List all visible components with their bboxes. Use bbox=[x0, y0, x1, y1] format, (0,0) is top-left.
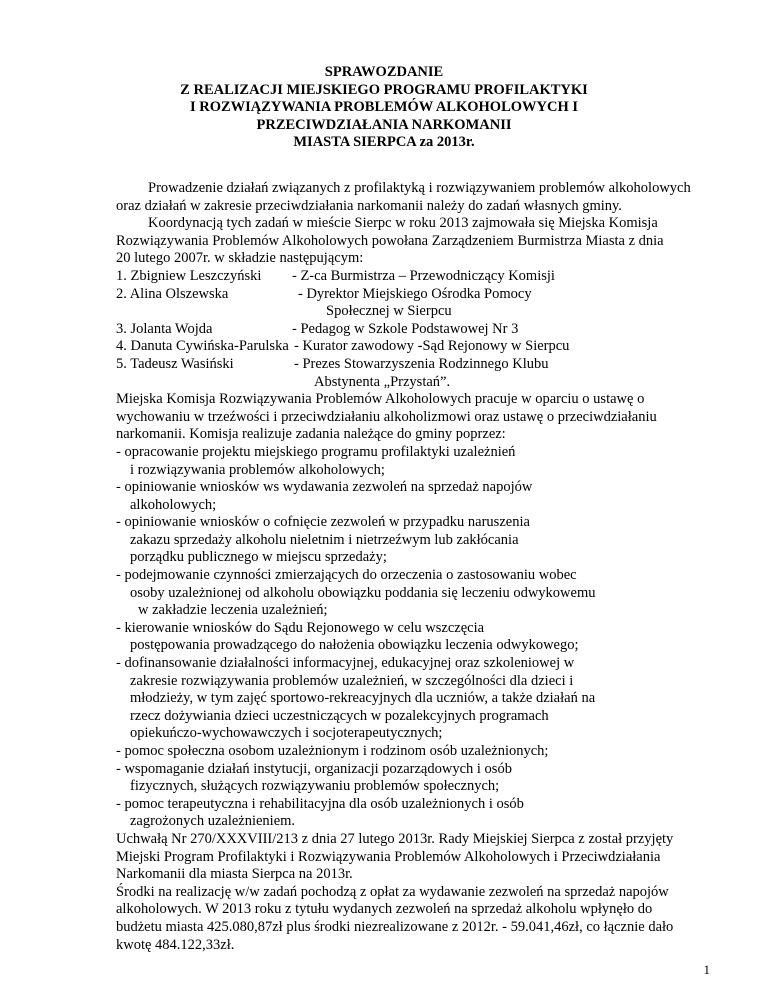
task-line: alkoholowych; bbox=[130, 496, 217, 513]
intro-line: oraz działań w zakresie przeciwdziałania narkomanii należy do zadań własnych gminy. bbox=[116, 197, 622, 214]
member-name: 4. Danuta Cywińska-Parulska bbox=[116, 338, 289, 355]
member-role: - Prezes Stowarzyszenia Rodzinnego Klubu bbox=[294, 355, 549, 372]
task-line: w zakładzie leczenia uzależnień; bbox=[138, 602, 328, 619]
intro-line: Prowadzenie działań związanych z profilaktyką i rozwiązywaniem problemów alkoholowych bbox=[148, 180, 691, 196]
member-name: 5. Tadeusz Wasiński bbox=[116, 355, 234, 372]
paragraph-line: Narkomanii dla miasta Sierpca na 2013r. bbox=[116, 866, 353, 883]
task-line: opiekuńczo-wychowawczych i socjoterapeutycznych; bbox=[130, 725, 443, 742]
task-line: postępowania prowadzącego do nałożenia obowiązku leczenia odwykowego; bbox=[130, 637, 579, 654]
task-line: - opiniowanie wniosków ws wydawania zezwoleń na sprzedaż napojów bbox=[116, 479, 533, 496]
member-row bbox=[116, 321, 706, 339]
task-line: fizycznych, służących rozwiązywaniu problemów społecznych; bbox=[130, 778, 500, 795]
member-row bbox=[116, 338, 706, 356]
task-line: - opiniowanie wniosków o cofnięcie zezwoleń w przypadku naruszenia bbox=[116, 514, 530, 531]
task-line: - dofinansowanie działalności informacyjnej, edukacyjnej oraz szkoleniowej w bbox=[116, 655, 575, 672]
paragraph-line: kwotę 484.122,33zł. bbox=[116, 936, 235, 953]
task-line: porządku publicznego w miejscu sprzedaży; bbox=[130, 549, 387, 566]
member-role: - Z-ca Burmistrza – Przewodniczący Komisji bbox=[292, 267, 555, 284]
task-line: - kierowanie wniosków do Sądu Rejonowego w celu wszczęcia bbox=[116, 619, 485, 636]
member-role: - Kurator zawodowy -Sąd Rejonowy w Sierpcu bbox=[294, 338, 570, 355]
member-name: 1. Zbigniew Leszczyński bbox=[116, 267, 262, 284]
paragraph-line: Środki na realizację w/w zadań pochodzą z opłat za wydawanie zezwoleń na sprzedaż napojów bbox=[116, 883, 669, 900]
task-line: zakresie rozwiązywania problemów uzależnień, w szczególności dla dzieci i bbox=[130, 672, 574, 689]
task-line: i rozwiązywania problemów alkoholowych; bbox=[130, 461, 385, 478]
task-line: zagrożonych uzależnieniem. bbox=[130, 813, 296, 830]
member-role: - Pedagog w Szkole Podstawowej Nr 3 bbox=[292, 320, 519, 337]
task-line: zakazu sprzedaży alkoholu nieletnim i nietrzeźwym lub zakłócania bbox=[130, 531, 519, 548]
task-line: młodzieży, w tym zajęć sportowo-rekreacyjnych dla uczniów, a także działań na bbox=[130, 690, 596, 707]
member-role-cont: Abstynenta „Przystań”. bbox=[314, 373, 451, 390]
title-line: PRZECIWDZIAŁANIA NARKOMANII bbox=[256, 116, 512, 133]
member-row bbox=[116, 286, 706, 304]
page-number: 1 bbox=[703, 962, 710, 977]
member-role-cont: Społecznej w Sierpcu bbox=[326, 303, 452, 320]
paragraph-line: wychowaniu w trzeźwości i przeciwdziałaniu alkoholizmowi oraz ustawę o przeciwdziałaniu bbox=[116, 408, 657, 425]
member-name: 3. Jolanta Wojda bbox=[116, 320, 213, 337]
paragraph-line: budżetu miasta 425.080,87zł plus środki niezrealizowane z 2012r. - 59.041,46zł, co łącznie dało bbox=[116, 918, 674, 935]
paragraph-line: Miejska Komisja Rozwiązywania Problemów Alkoholowych pracuje w oparciu o ustawę o bbox=[116, 391, 645, 408]
report-body bbox=[116, 180, 706, 954]
member-row bbox=[116, 356, 706, 374]
intro-line: 20 lutego 2007r. w składzie następującym: bbox=[116, 250, 364, 267]
title-line: Z REALIZACJI MIEJSKIEGO PROGRAMU PROFILAKTYKI bbox=[180, 81, 588, 98]
intro-line: Koordynacją tych zadań w mieście Sierpc w roku 2013 zajmowała się Miejska Komisja bbox=[148, 215, 658, 232]
title-line: I ROZWIĄZYWANIA PROBLEMÓW ALKOHOLOWYCH I bbox=[189, 99, 579, 116]
paragraph-line: narkomanii. Komisja realizuje zadania należące do gminy poprzez: bbox=[116, 426, 506, 443]
title-line: SPRAWOZDANIE bbox=[324, 64, 444, 80]
intro-line: Rozwiązywania Problemów Alkoholowych powołana Zarządzeniem Burmistrza Miasta z dnia bbox=[116, 232, 664, 249]
member-name: 2. Alina Olszewska bbox=[116, 285, 229, 302]
report-title bbox=[0, 64, 768, 152]
paragraph-line: Miejski Program Profilaktyki i Rozwiązywania Problemów Alkoholowych i Przeciwdziałania bbox=[116, 848, 661, 865]
paragraph-line: Uchwałą Nr 270/XXXVIII/213 z dnia 27 lutego 2013r. Rady Miejskiej Sierpca z został przyjęty bbox=[116, 830, 674, 847]
task-line: - pomoc społeczna osobom uzależnionym i rodzinom osób uzależnionych; bbox=[116, 743, 549, 759]
task-line: - opracowanie projektu miejskiego programu profilaktyki uzależnień bbox=[116, 443, 516, 460]
task-line: osoby uzależnionej od alkoholu obowiązku poddania się leczeniu odwykowemu bbox=[130, 584, 596, 601]
task-line: - pomoc terapeutyczna i rehabilitacyjna dla osób uzależnionych i osób bbox=[116, 795, 524, 812]
task-line: rzecz dożywiania dzieci uczestniczących w pozalekcyjnych programach bbox=[130, 707, 549, 724]
member-row bbox=[116, 268, 706, 286]
paragraph-line: alkoholowych. W 2013 roku z tytułu wydanych zezwoleń na sprzedaż alkoholu wpłynęło do bbox=[116, 901, 653, 918]
task-line: - wspomaganie działań instytucji, organizacji pozarządowych i osób bbox=[116, 760, 512, 777]
member-role: - Dyrektor Miejskiego Ośrodka Pomocy bbox=[298, 285, 532, 302]
task-line: - podejmowanie czynności zmierzających do orzeczenia o zastosowaniu wobec bbox=[116, 567, 577, 584]
title-line: MIASTA SIERPCA za 2013r. bbox=[293, 134, 475, 151]
